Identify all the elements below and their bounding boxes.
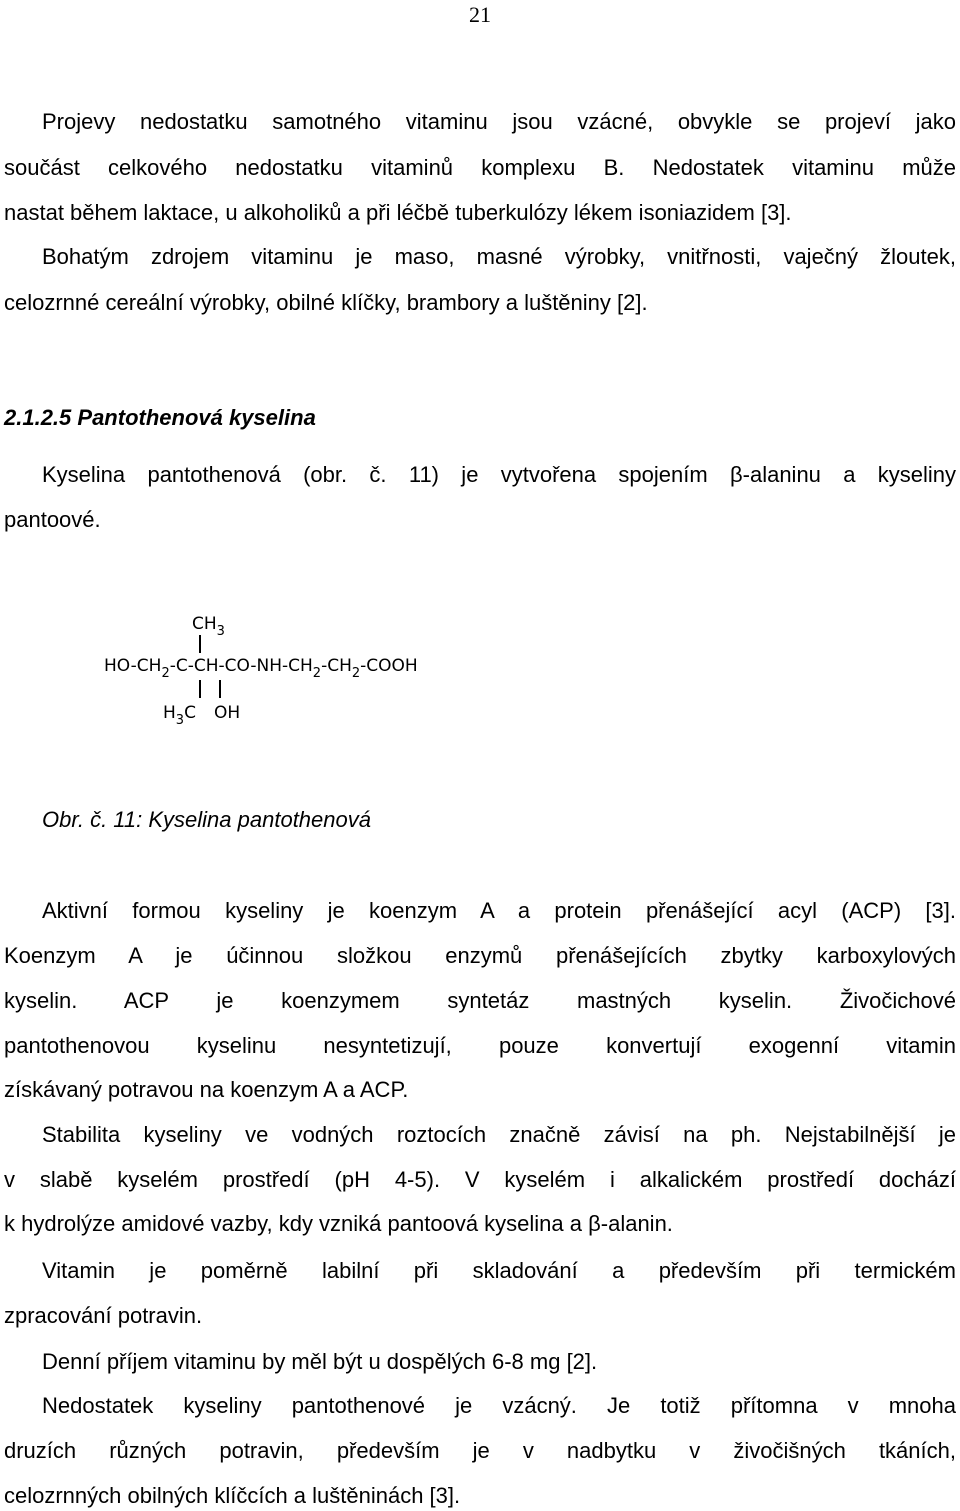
formula-segment: -COOH (360, 656, 418, 676)
text-line: Koenzym A je účinnou složkou enzymů přenášejících zbytky karboxylových (4, 943, 956, 968)
text-line: k hydrolýze amidové vazby, kdy vzniká pantoová kyselina a β-alanin. (4, 1211, 673, 1236)
formula-subscript: 2 (161, 666, 170, 681)
formula-subscript: 2 (351, 666, 361, 681)
text-line: Kyselina pantothenová (obr. č. 11) je vytvořena spojením β-alaninu a kyseliny (42, 462, 956, 487)
text-line: získávaný potravou na koenzym A a ACP. (4, 1077, 409, 1102)
text-line: v slabě kyselém prostředí (pH 4-5). V kyselém i alkalickém prostředí dochází (4, 1167, 956, 1192)
text-line: Bohatým zdrojem vitaminu je maso, masné výrobky, vnitřnosti, vaječný žloutek, (42, 244, 956, 269)
formula-main-chain (104, 656, 418, 681)
text-line: součást celkového nedostatku vitaminů komplexu B. Nedostatek vitaminu může (4, 155, 956, 180)
formula-h3c: $H_3C$ (163, 703, 196, 728)
text-line: zpracování potravin. (4, 1303, 203, 1328)
page-number: 21 (469, 2, 491, 27)
text-line: pantoové. (4, 507, 101, 532)
formula-segment: -CH (321, 656, 352, 676)
text-line: nastat během laktace, u alkoholiků a při léčbě tuberkulózy lékem isoniazidem [3]. (4, 200, 792, 225)
figure-caption: Obr. č. 11: Kyselina pantothenová (42, 807, 371, 832)
text-line: Stabilita kyseliny ve vodných roztocích značně závisí na ph. Nejstabilnější je (42, 1122, 956, 1147)
text-line: Denní příjem vitaminu by měl být u dospělých 6-8 mg [2]. (42, 1349, 598, 1374)
pantothenic-acid-structure-figure (42, 547, 518, 791)
formula-segment: HO-CH (104, 656, 162, 676)
text-line: druzích různých potravin, především je v nadbytku v živočišných tkáních, (4, 1438, 956, 1463)
text-line: Aktivní formou kyseliny je koenzym A a protein přenášející acyl (ACP) [3]. (42, 898, 956, 923)
formula-subscript: 2 (312, 666, 322, 681)
text-line: kyselin. ACP je koenzymem syntetáz mastných kyselin. Živočichové (4, 988, 956, 1013)
formula-segment: -C-CH-CO-NH-CH (169, 656, 313, 676)
text-line: Nedostatek kyseliny pantothenové je vzácný. Je totiž přítomna v mnoha (42, 1393, 956, 1418)
text-line: Vitamin je poměrně labilní při skladování a především při termickém (42, 1258, 956, 1283)
text-line: celozrnných obilných klíčcích a luštěninách [3]. (4, 1483, 461, 1508)
section-heading: 2.1.2.5 Pantothenová kyselina (4, 405, 316, 430)
formula-oh: OH (214, 703, 241, 723)
text-line: pantothenovou kyselinu nesyntetizují, pouze konvertují exogenní vitamin (4, 1033, 956, 1058)
text-line: Projevy nedostatku samotného vitaminu jsou vzácné, obvykle se projeví jako (42, 109, 956, 134)
formula-ch3-top: $CH_3$ (192, 614, 225, 639)
text-line: celozrnné cereální výrobky, obilné klíčky, brambory a luštěniny [2]. (4, 290, 648, 315)
